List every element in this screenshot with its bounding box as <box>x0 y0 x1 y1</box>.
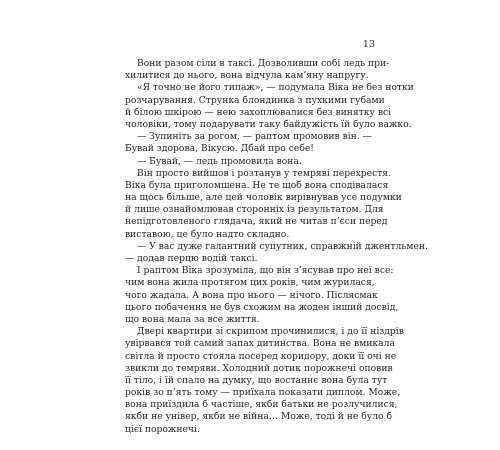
text-line: — додав перцю водій таксі. <box>125 253 258 264</box>
text-line: її тіло, і їй спало на думку, що востаннє вона була тут <box>125 374 388 386</box>
body-text <box>125 58 428 436</box>
text-line: розчарування. Струнка блондинка з пухкими губами <box>125 94 385 106</box>
text-line: Двері квартири зі скрипом прочинилися, і до її ніздрів <box>137 326 404 338</box>
text-line: цієї порожнечі. <box>125 423 200 435</box>
text-line: світла й просто стояла посеред коридору, доки її очі не <box>125 350 397 362</box>
text-line: — Бувай, — ледь промовила вона. <box>137 155 302 167</box>
text-line: й лише ознайомлював сторонніх із результатом. Для <box>125 204 384 216</box>
text-line: що вона мала за все життя. <box>125 313 260 325</box>
text-line: Він просто вийшов і розтанув у темряві перехрестя. <box>137 167 392 179</box>
text-line: хилитися до нього, вона відчула кам’яну напругу. <box>125 70 369 82</box>
text-line: Вони разом сіли в таксі. Дозволивши собі ледь при- <box>137 58 390 69</box>
text-line: чого жадала. А вона про нього — нічого. Післясмак <box>125 289 378 301</box>
text-line: вона приїздила б частіше, якби батьки не розлучилися, <box>125 399 398 411</box>
page-number: 13 <box>362 39 375 50</box>
text-line: увірвався той самий запах дитинства. Вона не вмикала <box>125 338 395 350</box>
text-line: виставою, це було надто складно. <box>125 228 290 240</box>
text-line: чоловіки, тому подарувати таку байдужість їй було важко. <box>125 118 412 130</box>
text-line: — Зупиніть за рогом, — раптом промовив він. — <box>137 131 372 143</box>
text-line: чим вона жила протягом цих років, чим журилася, <box>125 277 375 289</box>
text-line: Віка була приголомшена. Не те щоб вона сподівалася <box>125 179 389 191</box>
text-line: звикли до темряви. Холодний дотик порожнечі оповив <box>125 362 393 374</box>
text-line: на щось більше, але цей чоловік вирівнував усе подумки <box>125 192 402 204</box>
text-line: років зо п’ять тому — приїхала показати диплом. Може, <box>125 387 401 399</box>
text-line: цього побачення не був схожим на жоден інший досвід, <box>125 301 399 313</box>
text-line: й білою шкірою — нею захоплювалися без винятку всі <box>125 106 392 118</box>
text-line: Бувай здорова, Вікусю. Дбай про себе! <box>125 143 314 155</box>
text-line: І раптом Віка зрозуміла, що він з’ясував про неї все: <box>137 265 394 277</box>
text-line: якби не універ, якби не війна… Може, тоді й не було б <box>125 411 393 423</box>
text-line: «Я точно не його типаж», — подумала Віка не без нотки <box>137 82 414 94</box>
text-line: непідготовленого глядача, який не читав п’єси перед <box>125 216 388 228</box>
text-line: — У вас дуже галантний супутник, справжній джентльмен. <box>137 240 428 252</box>
